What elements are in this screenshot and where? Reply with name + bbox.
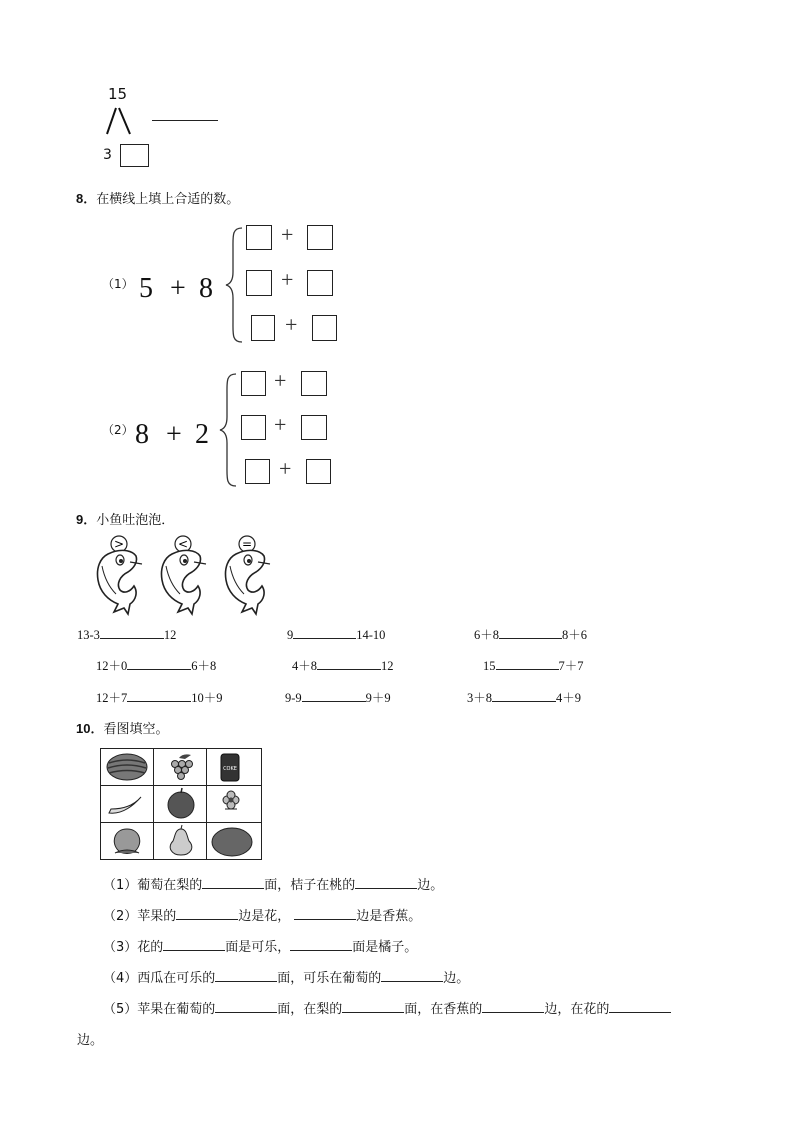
plus-sign: + <box>274 412 287 437</box>
compare-item: 9 14-10 <box>287 625 385 643</box>
answer-blank[interactable] <box>127 688 191 702</box>
part-2-label: （2） <box>102 423 134 437</box>
answer-blank[interactable] <box>163 937 225 951</box>
fish-illustration <box>88 534 278 616</box>
bubble-less: < <box>177 537 189 551</box>
part-1-label: （1） <box>102 277 134 291</box>
question-8-title: 8．在横线上填上合适的数。 <box>76 191 240 207</box>
split-lines <box>104 106 134 136</box>
orange-icon <box>212 828 252 856</box>
expr-2-op: + <box>166 419 182 450</box>
answer-blank[interactable] <box>492 688 556 702</box>
answer-box[interactable] <box>301 371 327 396</box>
grapes-icon <box>172 754 193 779</box>
expr-1-a: 5 <box>139 273 153 304</box>
answer-box[interactable] <box>241 371 266 396</box>
answer-blank[interactable] <box>609 999 671 1013</box>
answer-box[interactable] <box>245 459 270 484</box>
plus-sign: + <box>281 267 294 292</box>
compare-item: 4＋8 12 <box>292 656 394 674</box>
split-top-number: 15 <box>108 85 128 103</box>
q10-line-5-end: 边。 <box>77 1033 104 1048</box>
compare-item: 3＋8 4＋9 <box>467 688 581 706</box>
expr-2-b: 2 <box>195 419 209 450</box>
answer-blank[interactable] <box>100 625 164 639</box>
fruit-grid <box>100 748 262 860</box>
curly-brace-1 <box>224 226 246 344</box>
expr-2-a: 8 <box>135 419 149 450</box>
answer-blank[interactable] <box>202 875 264 889</box>
answer-blank[interactable] <box>215 999 277 1013</box>
q10-line-5: （5）苹果在葡萄的 面，在梨的 面，在香蕉的 边，在花的 <box>103 998 671 1017</box>
q10-line-4: （4）西瓜在可乐的 面，可乐在葡萄的 边。 <box>103 967 469 986</box>
compare-item: 9-9 9＋9 <box>285 688 391 706</box>
plus-sign: + <box>285 312 298 337</box>
apple-icon <box>168 788 194 818</box>
answer-blank[interactable] <box>499 625 562 639</box>
flower-icon <box>223 791 239 809</box>
answer-box[interactable] <box>307 270 333 296</box>
peach-icon <box>114 829 140 854</box>
answer-blank[interactable] <box>152 120 218 121</box>
compare-item: 12＋0 6＋8 <box>96 656 216 674</box>
plus-sign: + <box>279 456 292 481</box>
answer-blank[interactable] <box>176 906 238 920</box>
answer-box[interactable] <box>307 225 333 250</box>
curly-brace-2 <box>218 372 240 488</box>
answer-blank[interactable] <box>294 906 356 920</box>
answer-blank[interactable] <box>342 999 404 1013</box>
compare-item: 6＋8 8＋6 <box>474 625 587 643</box>
answer-blank[interactable] <box>302 688 366 702</box>
question-9-title: 9．小鱼吐泡泡． <box>76 512 175 528</box>
expr-1-op: + <box>170 273 186 304</box>
answer-blank[interactable] <box>127 656 191 670</box>
answer-blank[interactable] <box>290 937 352 951</box>
watermelon-icon <box>107 754 147 780</box>
bubble-equal: = <box>241 537 253 551</box>
answer-blank[interactable] <box>355 875 417 889</box>
answer-blank[interactable] <box>317 656 381 670</box>
plus-sign: + <box>281 222 294 247</box>
q10-line-2: （2）苹果的 边是花， 边是香蕉。 <box>103 905 421 924</box>
answer-blank[interactable] <box>482 999 544 1013</box>
answer-blank[interactable] <box>381 968 443 982</box>
q10-line-3: （3）花的 面是可乐， 面是橘子。 <box>103 936 417 955</box>
answer-box[interactable] <box>251 315 275 341</box>
answer-box[interactable] <box>246 225 272 250</box>
banana-icon <box>109 797 141 813</box>
answer-box[interactable] <box>301 415 327 440</box>
compare-item: 13-3 12 <box>77 625 176 643</box>
compare-item: 12＋7 10＋9 <box>96 688 223 706</box>
answer-box[interactable] <box>120 144 149 167</box>
bubble-greater: > <box>113 537 125 551</box>
answer-box[interactable] <box>306 459 331 484</box>
answer-blank[interactable] <box>293 625 356 639</box>
svg-text:COKE: COKE <box>223 766 237 772</box>
compare-item: 15 7＋7 <box>483 656 584 674</box>
answer-blank[interactable] <box>215 968 277 982</box>
question-10-title: 10．看图填空。 <box>76 721 169 737</box>
answer-box[interactable] <box>241 415 266 440</box>
plus-sign: + <box>274 368 287 393</box>
answer-box[interactable] <box>312 315 337 341</box>
q10-line-1: （1）葡萄在梨的 面，桔子在桃的 边。 <box>103 874 443 893</box>
answer-blank[interactable] <box>496 656 559 670</box>
answer-box[interactable] <box>246 270 272 296</box>
split-left-number: 3 <box>103 147 112 163</box>
expr-1-b: 8 <box>199 273 213 304</box>
pear-icon <box>170 825 192 855</box>
cola-icon <box>221 754 239 781</box>
